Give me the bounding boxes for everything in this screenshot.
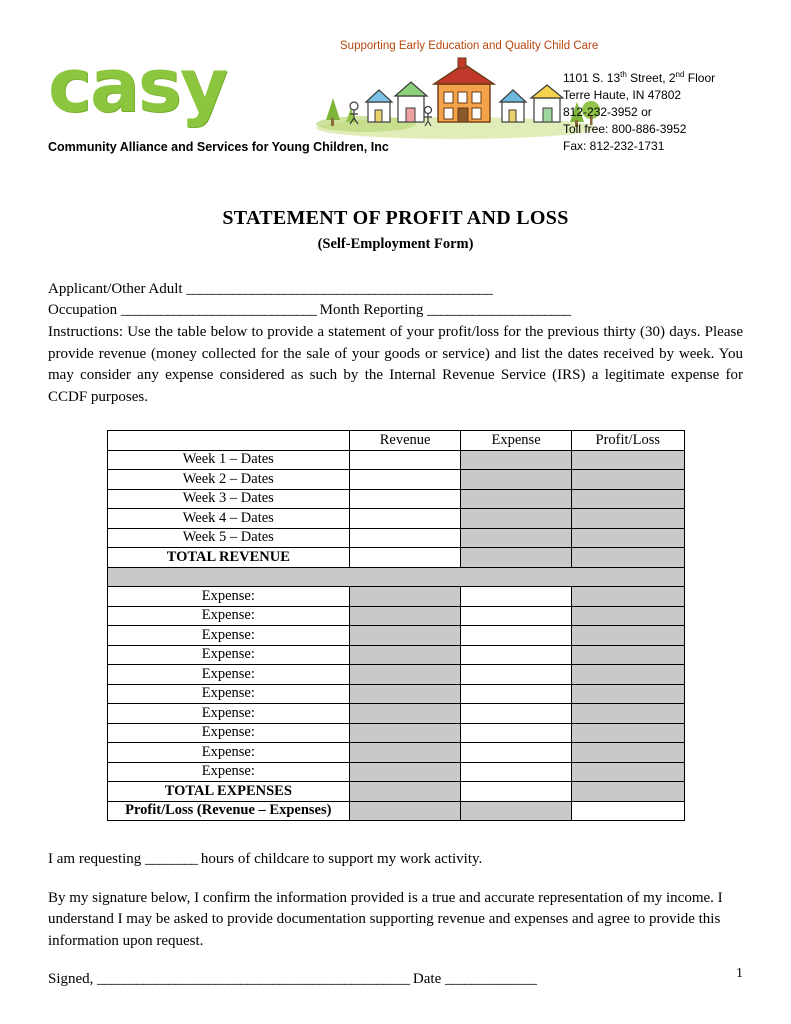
table-row	[107, 470, 684, 490]
tagline: Supporting Early Education and Quality Child Care	[340, 40, 599, 52]
table-row	[107, 548, 684, 568]
revenue-cell	[350, 684, 461, 704]
profit-loss-cell	[572, 548, 684, 568]
profit-loss-cell	[572, 606, 684, 626]
row-label: Expense:	[107, 665, 350, 685]
address-line-4: Toll free: 800-886-3952	[563, 122, 687, 136]
revenue-cell[interactable]	[350, 489, 461, 509]
expense-cell[interactable]	[461, 704, 572, 724]
table-row	[107, 450, 684, 470]
table-row	[107, 645, 684, 665]
page-subtitle: (Self-Employment Form)	[317, 236, 474, 252]
profit-loss-cell	[572, 743, 684, 763]
table-row	[107, 723, 684, 743]
row-label: Week 5 – Dates	[107, 528, 350, 548]
row-label: Week 1 – Dates	[107, 450, 350, 470]
revenue-cell	[350, 723, 461, 743]
address-line-3: 812-232-3952 or	[563, 105, 652, 119]
casy-logo	[48, 43, 318, 136]
signature-rule[interactable]: ________________________________________________	[97, 971, 410, 987]
revenue-cell[interactable]	[350, 528, 461, 548]
table-body	[107, 450, 684, 821]
profit-loss-cell	[572, 489, 684, 509]
expense-cell	[461, 801, 572, 821]
form-fields	[48, 279, 743, 321]
expense-cell[interactable]	[461, 665, 572, 685]
row-label: Expense:	[107, 762, 350, 782]
occupation-label: Occupation	[48, 302, 118, 318]
profit-loss-cell	[572, 782, 684, 802]
organization-name: Community Alliance and Services for Young Children, Inc	[48, 140, 389, 154]
signature-paragraph: By my signature below, I confirm the information provided is a true and accurate representation of my income. I understand I may be asked to provide documentation supporting revenue and expenses and agree to provide this information upon request.	[48, 889, 723, 949]
row-label: Week 2 – Dates	[107, 470, 350, 490]
row-label: Expense:	[107, 587, 350, 607]
revenue-cell	[350, 704, 461, 724]
profit-loss-cell	[572, 470, 684, 490]
month-label: Month Reporting	[319, 302, 424, 318]
expense-cell[interactable]	[461, 782, 572, 802]
row-label: Expense:	[107, 743, 350, 763]
revenue-cell	[350, 645, 461, 665]
revenue-cell	[350, 801, 461, 821]
expense-cell	[461, 548, 572, 568]
expense-cell	[461, 489, 572, 509]
row-label: Expense:	[107, 723, 350, 743]
expense-cell	[461, 470, 572, 490]
revenue-cell	[350, 782, 461, 802]
expense-cell[interactable]	[461, 645, 572, 665]
occupation-input-rule[interactable]: ______________________________	[120, 302, 316, 318]
expense-cell[interactable]	[461, 606, 572, 626]
table-row	[107, 509, 684, 529]
address-block	[563, 66, 743, 155]
month-input-rule[interactable]: ______________________	[427, 302, 571, 318]
logo-wordmark: casy	[48, 43, 227, 129]
profit-loss-cell	[572, 587, 684, 607]
date-label: Date	[412, 971, 442, 987]
revenue-cell	[350, 626, 461, 646]
spacer-cell	[107, 567, 684, 587]
profit-loss-cell	[572, 626, 684, 646]
revenue-cell[interactable]	[350, 470, 461, 490]
table-row	[107, 489, 684, 509]
profit-loss-cell	[572, 450, 684, 470]
row-label: Expense:	[107, 626, 350, 646]
row-label: Week 3 – Dates	[107, 489, 350, 509]
expense-cell[interactable]	[461, 743, 572, 763]
signature-line-row	[48, 969, 743, 991]
hours-blank[interactable]: ________	[145, 851, 198, 867]
revenue-cell[interactable]	[350, 509, 461, 529]
profit-loss-cell[interactable]	[572, 801, 684, 821]
row-label: TOTAL EXPENSES	[107, 782, 350, 802]
profit-loss-cell	[572, 684, 684, 704]
revenue-cell	[350, 743, 461, 763]
revenue-cell	[350, 762, 461, 782]
table-row	[107, 665, 684, 685]
village-artwork-icon	[306, 54, 606, 140]
expense-cell[interactable]	[461, 684, 572, 704]
profit-loss-cell	[572, 645, 684, 665]
revenue-cell[interactable]	[350, 450, 461, 470]
header-revenue: Revenue	[350, 431, 461, 451]
table-row	[107, 743, 684, 763]
expense-cell	[461, 509, 572, 529]
occupation-month-field-row	[48, 300, 743, 321]
table-row	[107, 606, 684, 626]
expense-cell	[461, 450, 572, 470]
footer-text-block	[48, 849, 743, 991]
table-row	[107, 587, 684, 607]
address-line-1: 1101 S. 13th Street, 2nd Floor	[563, 70, 716, 85]
row-label: TOTAL REVENUE	[107, 548, 350, 568]
address-line-5: Fax: 812-232-1731	[563, 139, 665, 153]
row-label: Week 4 – Dates	[107, 509, 350, 529]
revenue-cell	[350, 606, 461, 626]
table-row	[107, 626, 684, 646]
table-header-row	[107, 431, 684, 451]
expense-cell[interactable]	[461, 626, 572, 646]
table-row	[107, 801, 684, 821]
profit-loss-cell	[572, 723, 684, 743]
expense-cell[interactable]	[461, 723, 572, 743]
row-label: Expense:	[107, 606, 350, 626]
row-label: Expense:	[107, 684, 350, 704]
table-row	[107, 762, 684, 782]
hours-request-line: I am requesting ________ hours of childcare to support my work activity.	[48, 851, 483, 867]
table-spacer-row	[107, 567, 684, 587]
page-header	[48, 28, 743, 163]
row-label: Expense:	[107, 704, 350, 724]
profit-loss-cell	[572, 665, 684, 685]
table-row	[107, 528, 684, 548]
profit-loss-table	[107, 430, 685, 821]
table-row	[107, 782, 684, 802]
expense-cell[interactable]	[461, 587, 572, 607]
table-row	[107, 684, 684, 704]
header-blank	[107, 431, 350, 451]
page-title: STATEMENT OF PROFIT AND LOSS	[222, 207, 569, 229]
applicant-input-rule[interactable]: _______________________________________________	[186, 281, 492, 297]
row-label: Expense:	[107, 645, 350, 665]
revenue-cell[interactable]	[350, 548, 461, 568]
expense-cell	[461, 528, 572, 548]
profit-loss-cell	[572, 762, 684, 782]
header-profit-loss: Profit/Loss	[572, 431, 684, 451]
signed-label: Signed,	[48, 971, 94, 987]
revenue-cell	[350, 665, 461, 685]
applicant-field-row	[48, 279, 743, 300]
profit-loss-cell	[572, 704, 684, 724]
header-expense: Expense	[461, 431, 572, 451]
address-line-2: Terre Haute, IN 47802	[563, 88, 682, 102]
table-head	[107, 431, 684, 451]
profit-loss-cell	[572, 509, 684, 529]
profit-loss-cell	[572, 528, 684, 548]
row-label: Profit/Loss (Revenue – Expenses)	[107, 801, 350, 821]
instructions-paragraph: Instructions: Use the table below to provide a statement of your profit/loss for the previous thirty (30) days. Please provide revenue (money collected for the sale of your goods or service) and list the dates received by week. You may consider any expense considered as such by the Internal Revenue Service (IRS) a legitimate expense for CCDF purposes.	[48, 324, 743, 405]
table-row	[107, 704, 684, 724]
date-rule[interactable]: ______________	[445, 971, 536, 987]
revenue-cell	[350, 587, 461, 607]
page-number: 1	[736, 966, 743, 981]
expense-cell[interactable]	[461, 762, 572, 782]
applicant-label: Applicant/Other Adult	[48, 281, 183, 297]
